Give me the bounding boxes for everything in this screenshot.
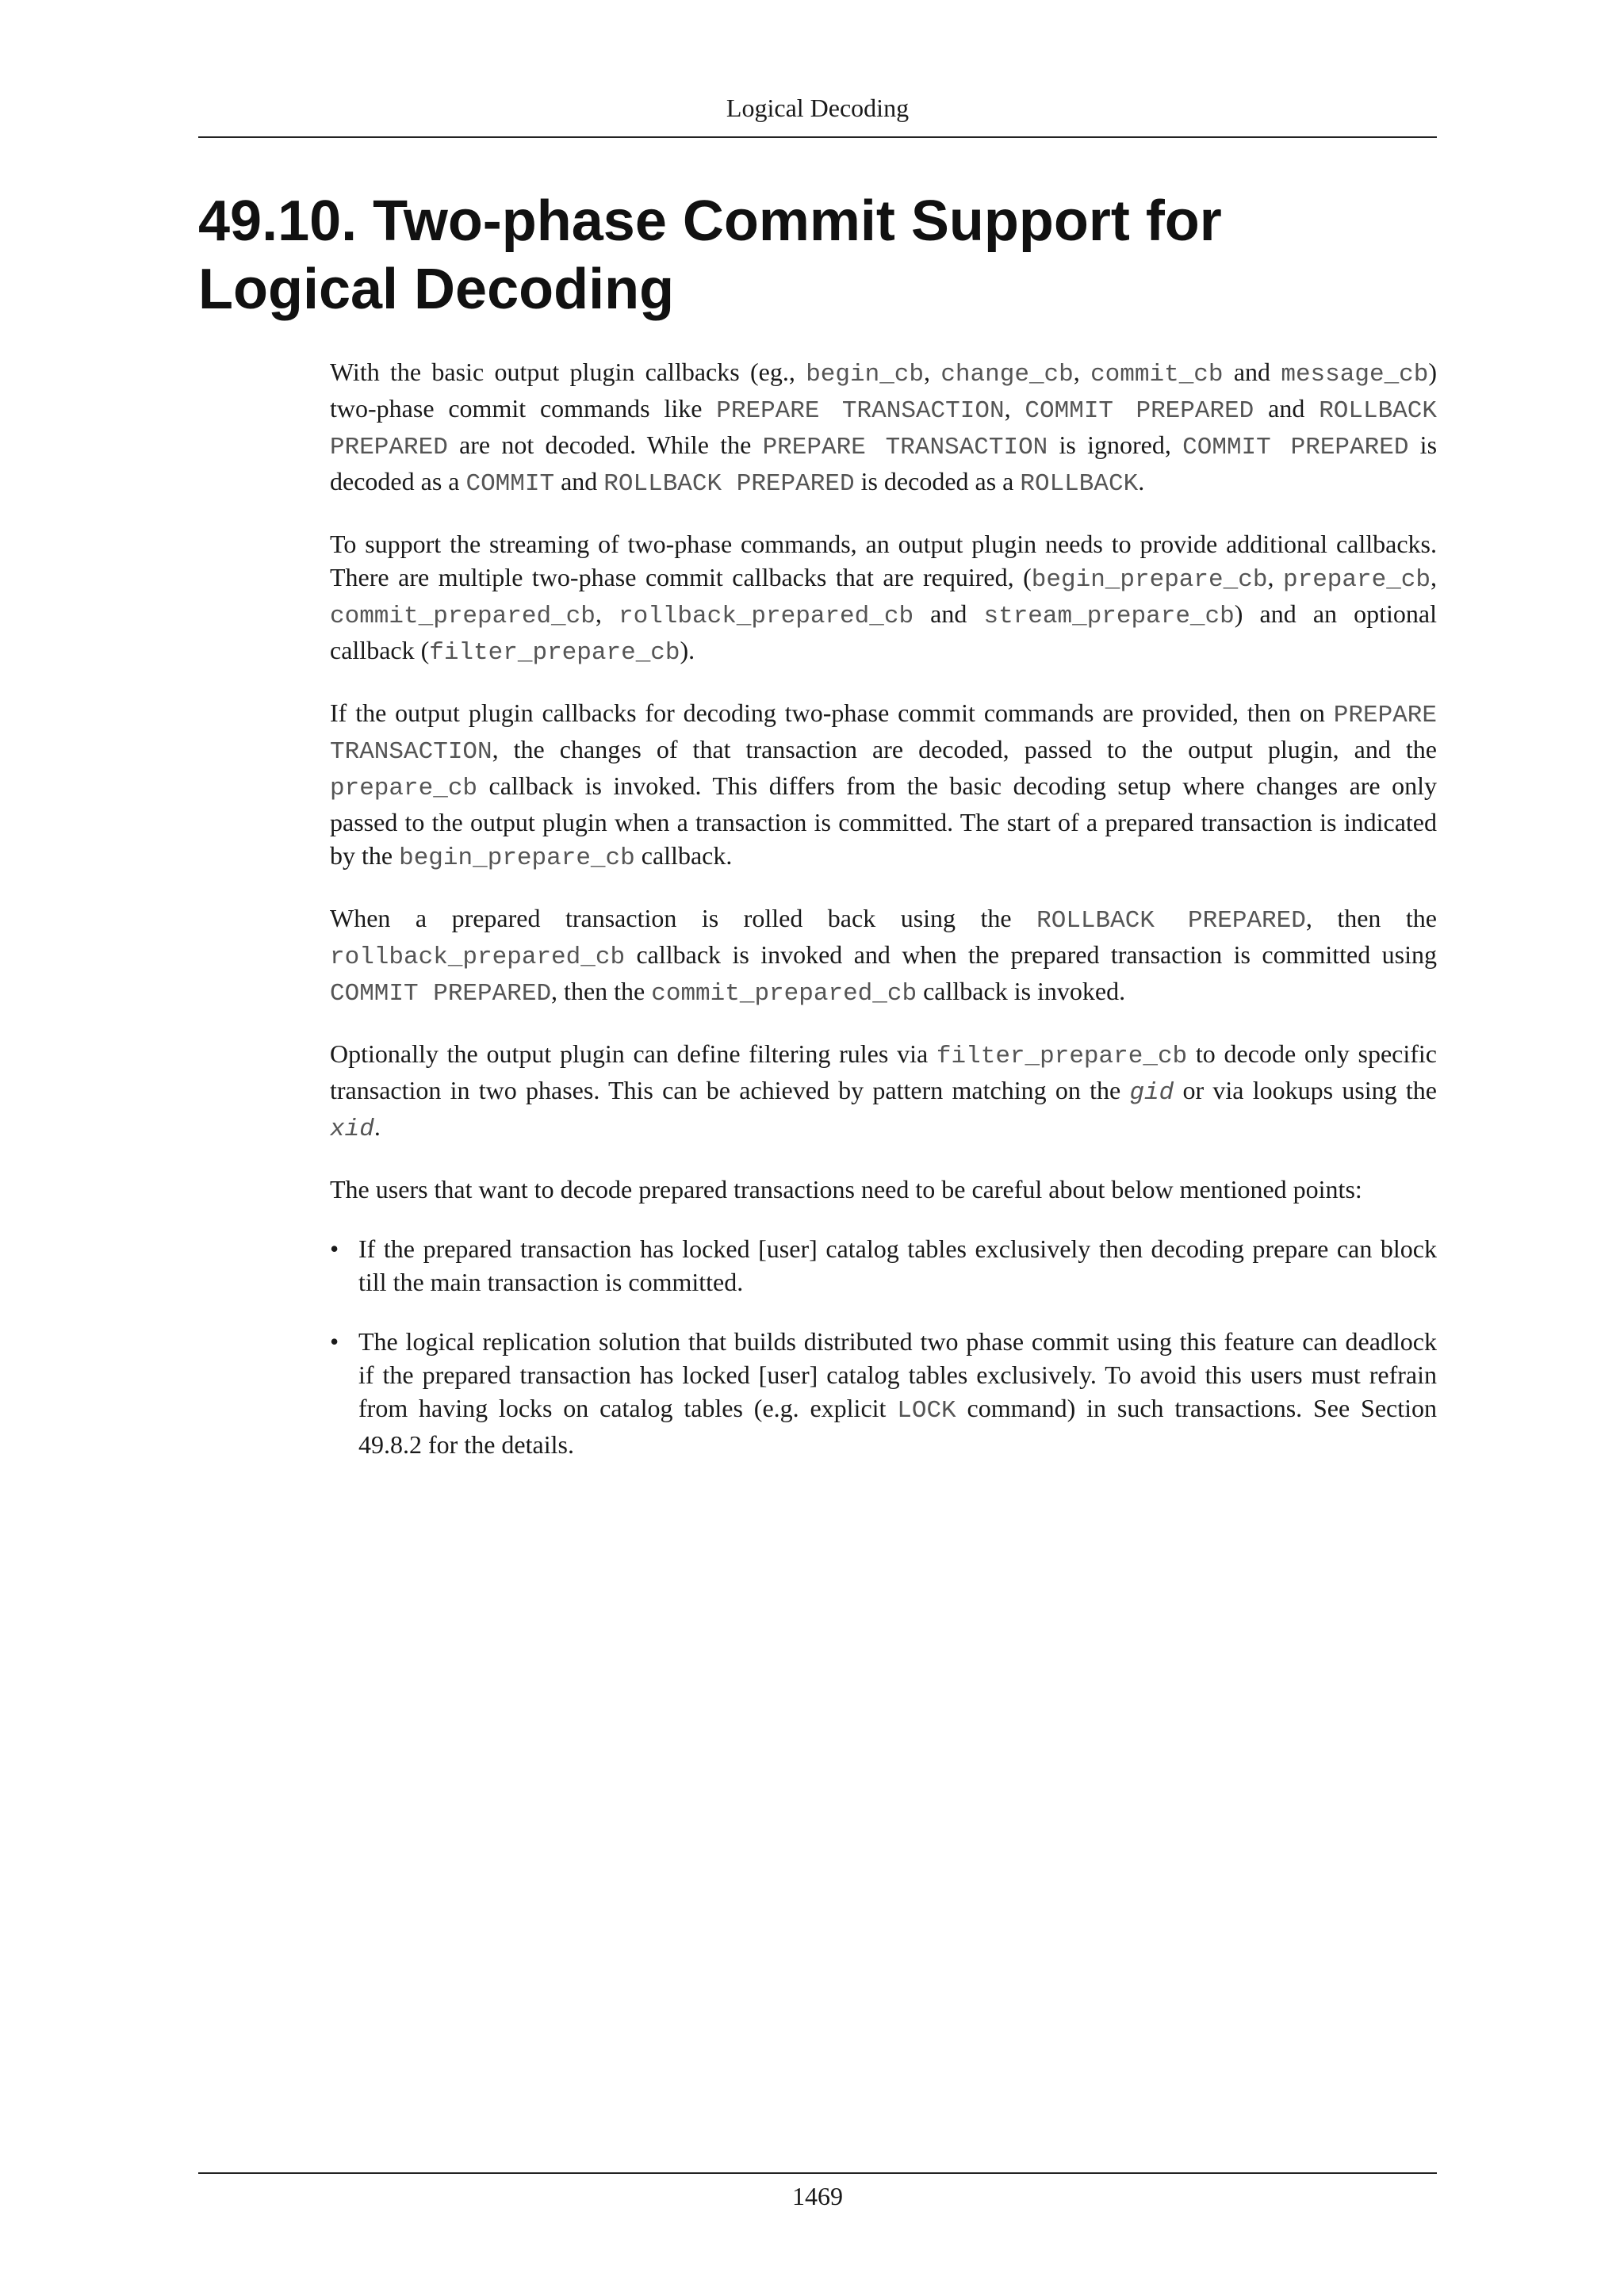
code-xid: xid xyxy=(330,1115,374,1143)
code-commit-prepared: COMMIT PREPARED xyxy=(1025,397,1254,425)
code-gid: gid xyxy=(1129,1079,1174,1107)
code-filter-prepare-cb: filter_prepare_cb xyxy=(936,1043,1188,1070)
header-rule xyxy=(198,136,1437,138)
paragraph-basic-callbacks: With the basic output plugin callbacks (eg., begin_cb, change_cb, commit_cb and message_cb) two-phase commit commands like PREPARE TRANSACTION, COMMIT PREPARED and ROLLBACK PREPARED are not decoded. While the PREPARE TRANSACTION is ignored, COMMIT PREPARED is decoded as a COMMIT and ROLLBACK PREPARED is decoded as a ROLLBACK. xyxy=(330,358,1438,498)
code-commit-prepared-cb: commit_prepared_cb xyxy=(330,603,596,630)
code-change-cb: change_cb xyxy=(940,361,1074,388)
list-item: • If the prepared transaction has locked [user] catalog tables exclusively then decoding prepare can block till the main transaction is committed. xyxy=(330,1232,1437,1299)
running-header: Logical Decoding xyxy=(726,94,910,122)
code-stream-prepare-cb: stream_prepare_cb xyxy=(983,603,1235,630)
paragraph-streaming-callbacks: To support the streaming of two-phase commands, an output plugin needs to provide additional callbacks. There are multiple two-phase commit callbacks that are required, (begin_prepare_cb, prepare_cb, commit_prepared_cb, rollback_prepared_cb and stream_prepare_cb) and an optional callback (filter_prepare_cb). xyxy=(330,530,1438,667)
code-rollback-prepared: ROLLBACK PREPARED xyxy=(330,397,1438,461)
code-commit-prepared-cb: commit_prepared_cb xyxy=(651,980,917,1008)
code-rollback: ROLLBACK xyxy=(1020,470,1139,498)
section-body xyxy=(330,355,1437,1487)
code-commit-prepared: COMMIT PREPARED xyxy=(1182,434,1409,461)
code-lock: LOCK xyxy=(897,1397,956,1425)
code-prepare-cb: prepare_cb xyxy=(1282,566,1431,594)
footer-rule xyxy=(198,2172,1437,2174)
code-rollback-prepared-cb: rollback_prepared_cb xyxy=(330,943,626,971)
code-prepare-cb: prepare_cb xyxy=(330,775,478,802)
code-message-cb: message_cb xyxy=(1281,361,1429,388)
code-rollback-prepared-cb: rollback_prepared_cb xyxy=(618,603,914,630)
code-begin-cb: begin_cb xyxy=(806,361,925,388)
code-commit: COMMIT xyxy=(465,470,555,498)
paragraph-filtering: Optionally the output plugin can define filtering rules via filter_prepare_cb to decode only specific transaction in two phases. This can be achieved by pattern matching on the gid or via lookups using the xid. xyxy=(330,1039,1438,1143)
code-prepare-transaction: PREPARE TRANSACTION xyxy=(716,397,1005,425)
code-commit-cb: commit_cb xyxy=(1090,361,1224,388)
code-rollback-prepared: ROLLBACK PREPARED xyxy=(603,470,855,498)
bullet-marker: • xyxy=(330,1234,339,1263)
paragraph-caveats-intro: The users that want to decode prepared transactions need to be careful about below mentioned points: xyxy=(330,1175,1362,1203)
code-begin-prepare-cb: begin_prepare_cb xyxy=(399,844,635,872)
code-prepare-transaction: PREPARE TRANSACTION xyxy=(330,702,1437,766)
list-item: • The logical replication solution that builds distributed two phase commit using this feature can deadlock if the prepared transaction has locked [user] catalog tables exclusively. To avoid this users must refrain from having locks on catalog tables (e.g. explicit LOCK command) in such transactions. See Section 49.8.2 for the details. xyxy=(330,1325,1437,1461)
paragraph-rollback-commit: When a prepared transaction is rolled back using the ROLLBACK PREPARED, then the rollback_prepared_cb callback is invoked and when the prepared transaction is committed using COMMIT PREPARED, then the commit_prepared_cb callback is invoked. xyxy=(330,904,1438,1008)
paragraph-prepare-decoding: If the output plugin callbacks for decoding two-phase commit commands are provided, then on PREPARE TRANSACTION, the changes of that transaction are decoded, passed to the output plugin, and the prepare_cb callback is invoked. This differs from the basic decoding setup where changes are only passed to the output plugin when a transaction is committed. The start of a prepared transaction is indicated by the begin_prepare_cb callback. xyxy=(330,698,1437,872)
code-begin-prepare-cb: begin_prepare_cb xyxy=(1031,566,1268,594)
code-commit-prepared: COMMIT PREPARED xyxy=(330,980,552,1008)
section-title: 49.10. Two-phase Commit Support for Logical Decoding xyxy=(198,189,1222,321)
page-number: 1469 xyxy=(792,2182,843,2210)
bullet-marker: • xyxy=(330,1327,339,1356)
caveats-list xyxy=(330,1232,1437,1461)
code-prepare-transaction: PREPARE TRANSACTION xyxy=(762,434,1048,461)
code-filter-prepare-cb: filter_prepare_cb xyxy=(429,639,680,667)
code-rollback-prepared: ROLLBACK PREPARED xyxy=(1036,907,1306,935)
